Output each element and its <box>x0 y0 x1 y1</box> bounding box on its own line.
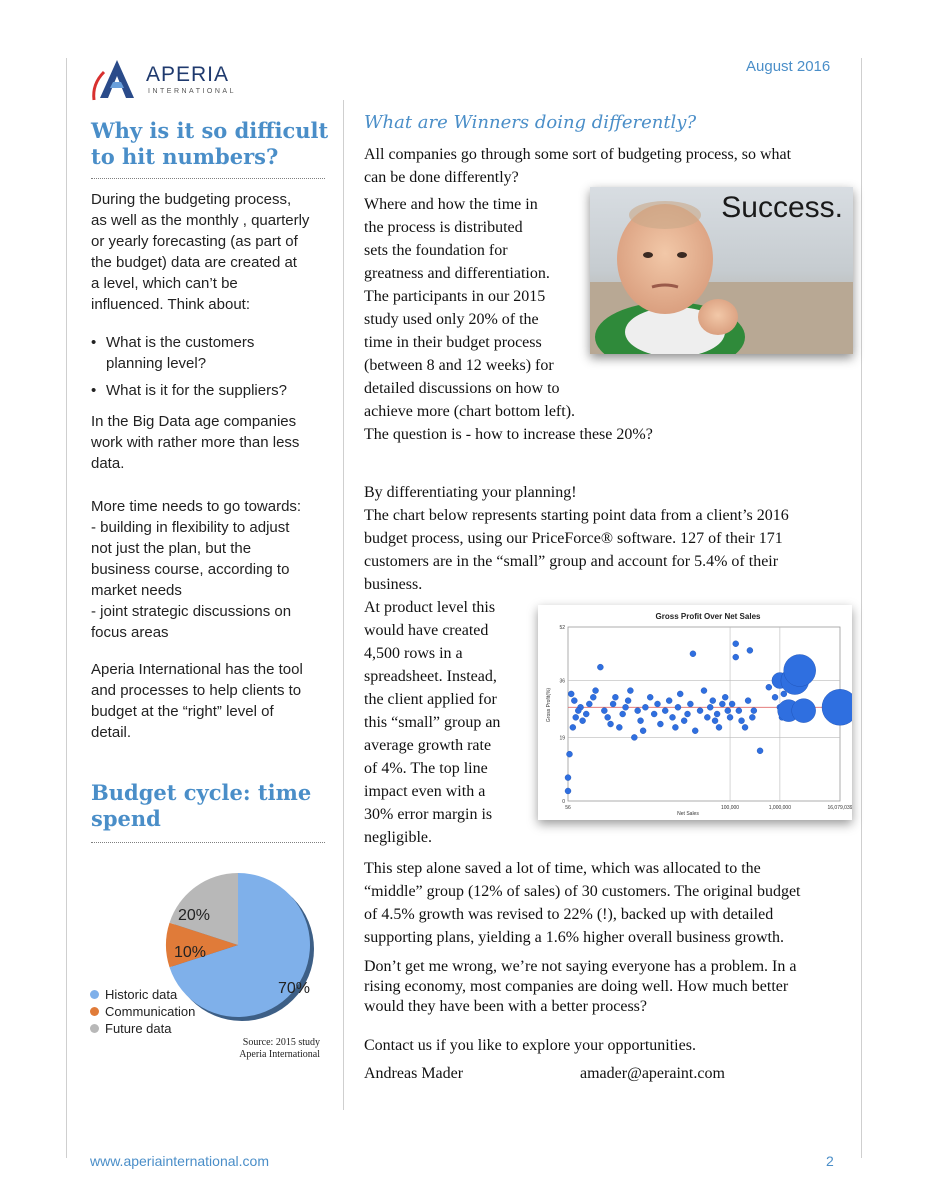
scatter-point <box>792 699 816 723</box>
scatter-point <box>781 691 787 697</box>
legend-swatch <box>90 1007 99 1016</box>
y-tick-label: 52 <box>559 625 565 631</box>
left-paragraph-aperia-tool: Aperia International has the tool and processes to help clients to budget at the “right” level of detail. <box>91 661 303 741</box>
x-tick-label: 16,079,039 <box>827 805 852 811</box>
right-paragraph-time: Where and how the time in the process is distributed sets the foundation for greatness and differentiation. The participants in our 2015 study used only 20% of the time in their budget process (between 8 and 12 weeks) for detailed discussions on how to achieve more (chart bottom left). The question is - how to increase these 20%? <box>364 196 653 443</box>
right-paragraph-dont-get-me-wrong: Don’t get me wrong, we’re not saying everyone has a problem. In a rising economy, most companies are doing well. How much better would they have been with a better process? <box>364 958 797 1015</box>
scatter-point <box>772 694 778 700</box>
scatter-point <box>707 704 713 710</box>
scatter-point <box>677 691 683 697</box>
pie-value-label: 10% <box>174 944 207 961</box>
scatter-point <box>747 647 753 653</box>
scatter-point <box>593 688 599 694</box>
scatter-point <box>612 694 618 700</box>
scatter-point <box>610 701 616 707</box>
scatter-point <box>631 734 637 740</box>
logo-name: APERIA <box>146 63 230 86</box>
y-tick-label: 0 <box>562 799 565 805</box>
left-heading-why-difficult: Why is it so difficult to hit numbers? <box>91 118 329 169</box>
dotted-divider <box>91 178 325 179</box>
issue-date: August 2016 <box>746 58 831 75</box>
scatter-point <box>701 688 707 694</box>
legend-item-communication: Communication <box>90 1003 195 1020</box>
scatter-point <box>565 775 571 781</box>
pie-value-label: 20% <box>178 907 211 924</box>
list-item: • What is the customers planning level? <box>91 334 255 372</box>
logo-subtitle: INTERNATIONAL <box>148 88 236 95</box>
scatter-point <box>586 701 592 707</box>
pie-value-label: 70% <box>278 980 311 997</box>
scatter-point <box>651 711 657 717</box>
scatter-point <box>635 708 641 714</box>
scatter-point <box>712 718 718 724</box>
scatter-point <box>565 788 571 794</box>
scatter-point <box>733 654 739 660</box>
scatter-point <box>749 714 755 720</box>
scatter-point <box>729 701 735 707</box>
y-tick-label: 19 <box>559 735 565 742</box>
scatter-point <box>727 714 733 720</box>
scatter-point <box>654 701 660 707</box>
x-tick-label: 56 <box>565 805 571 811</box>
scatter-point <box>605 714 611 720</box>
author-email[interactable]: amader@aperaint.com <box>580 1065 725 1082</box>
scatter-point <box>822 689 852 725</box>
scatter-point <box>597 664 603 670</box>
scatter-point <box>623 704 629 710</box>
scatter-point <box>590 694 596 700</box>
scatter-chart <box>538 605 852 820</box>
photo-caption: Success. <box>721 191 843 224</box>
scatter-point <box>739 718 745 724</box>
scatter-point <box>692 728 698 734</box>
scatter-point <box>662 708 668 714</box>
x-tick-label: 100,000 <box>721 805 740 811</box>
chart-title: Gross Profit Over Net Sales <box>655 612 761 621</box>
scatter-point <box>697 708 703 714</box>
scatter-point <box>704 714 710 720</box>
scatter-point <box>642 704 648 710</box>
scatter-point <box>690 651 696 657</box>
scatter-point <box>575 708 581 714</box>
scatter-point <box>580 718 586 724</box>
scatter-point <box>733 641 739 647</box>
right-margin-rule <box>861 58 862 1158</box>
pie-source-note: Source: 2015 study Aperia International <box>239 1037 320 1060</box>
scatter-point <box>666 698 672 704</box>
left-paragraph-big-data: In the Big Data age companies work with rather more than less data. <box>91 413 300 472</box>
x-tick-label: 1,000,000 <box>768 805 792 811</box>
scatter-point <box>573 714 579 720</box>
scatter-point <box>625 698 631 704</box>
scatter-point <box>757 748 763 754</box>
scatter-point <box>719 701 725 707</box>
scatter-point <box>687 701 693 707</box>
scatter-point <box>745 698 751 704</box>
scatter-point <box>714 711 720 717</box>
bullet-icon: • <box>91 334 97 351</box>
scatter-point <box>647 694 653 700</box>
right-intro: All companies go through some sort of budgeting process, so what can be done differently? <box>364 146 792 186</box>
column-divider <box>343 100 344 1110</box>
left-paragraph-more-time: More time needs to go towards: - building in flexibility to adjust not just the plan, but the business course, according to market needs - joint strategic discussions on focus areas <box>91 498 302 641</box>
scatter-point <box>725 708 731 714</box>
scatter-point <box>751 708 757 714</box>
legend-item-future: Future data <box>90 1020 195 1037</box>
contact-line: Contact us if you like to explore your opportunities. <box>364 1037 696 1054</box>
y-tick-label: 36 <box>559 678 565 685</box>
dotted-divider <box>91 842 325 843</box>
right-paragraph-product-level: At product level this would have created 4,500 rows in a spreadsheet. Instead, the client applied for this “small” group an average growth rate of 4%. The top line impact even with a 30% error margin is negligible. <box>364 599 501 846</box>
scatter-point <box>568 691 574 697</box>
scatter-point <box>784 655 816 687</box>
scatter-point <box>736 708 742 714</box>
scatter-point <box>722 694 728 700</box>
scatter-point <box>583 711 589 717</box>
scatter-point <box>627 688 633 694</box>
bullet-icon: • <box>91 382 97 399</box>
left-heading-budget-cycle: Budget cycle: time spend <box>91 780 312 831</box>
page-number: 2 <box>826 1153 834 1169</box>
y-axis-label: Gross Profit(%) <box>546 687 552 723</box>
legend-swatch <box>90 1024 99 1033</box>
scatter-point <box>672 724 678 730</box>
scatter-point <box>616 724 622 730</box>
left-margin-rule <box>66 58 67 1158</box>
right-paragraph-differentiating: By differentiating your planning! The chart below represents starting point data from a client’s 2016 budget process, using our PriceForce® software. 127 of their 171 customers are in the “small” group and account for 5.4% of their business. <box>364 484 789 593</box>
scatter-point <box>742 724 748 730</box>
scatter-point <box>608 721 614 727</box>
scatter-point <box>620 711 626 717</box>
scatter-point <box>716 724 722 730</box>
scatter-point <box>657 721 663 727</box>
author-name: Andreas Mader <box>364 1065 464 1082</box>
right-heading-winners: What are Winners doing differently? <box>364 112 697 133</box>
footer-website-link[interactable]: www.aperiainternational.com <box>90 1153 269 1169</box>
scatter-point <box>566 751 572 757</box>
bullet-list <box>91 332 331 401</box>
scatter-point <box>681 718 687 724</box>
scatter-point <box>640 728 646 734</box>
scatter-point <box>685 711 691 717</box>
scatter-point <box>570 724 576 730</box>
scatter-point <box>766 684 772 690</box>
aperia-logo-mark <box>90 54 144 104</box>
scatter-point <box>675 704 681 710</box>
left-paragraph-budgeting: During the budgeting process, as well as the monthly , quarterly or yearly forecasting (as part of the budget) data are created at a level, which can’t be influenced. Think about: <box>91 191 310 313</box>
x-axis-label: Net Sales <box>677 811 699 817</box>
list-item: • What is it for the suppliers? <box>91 382 287 399</box>
legend-item-historic: Historic data <box>90 986 195 1003</box>
success-baby-photo <box>590 187 853 354</box>
scatter-point <box>571 698 577 704</box>
legend-swatch <box>90 990 99 999</box>
scatter-point <box>638 718 644 724</box>
right-paragraph-time-saved: This step alone saved a lot of time, which was allocated to the “middle” group (12% of sales) of 30 customers. The original budget of 4.5% growth was revised to 22% (!), backed up with detailed supporting plans, yielding a 1.6% higher overall business growth. <box>364 860 801 946</box>
scatter-point <box>710 698 716 704</box>
scatter-point <box>601 708 607 714</box>
pie-legend <box>90 986 195 1037</box>
scatter-point <box>669 714 675 720</box>
